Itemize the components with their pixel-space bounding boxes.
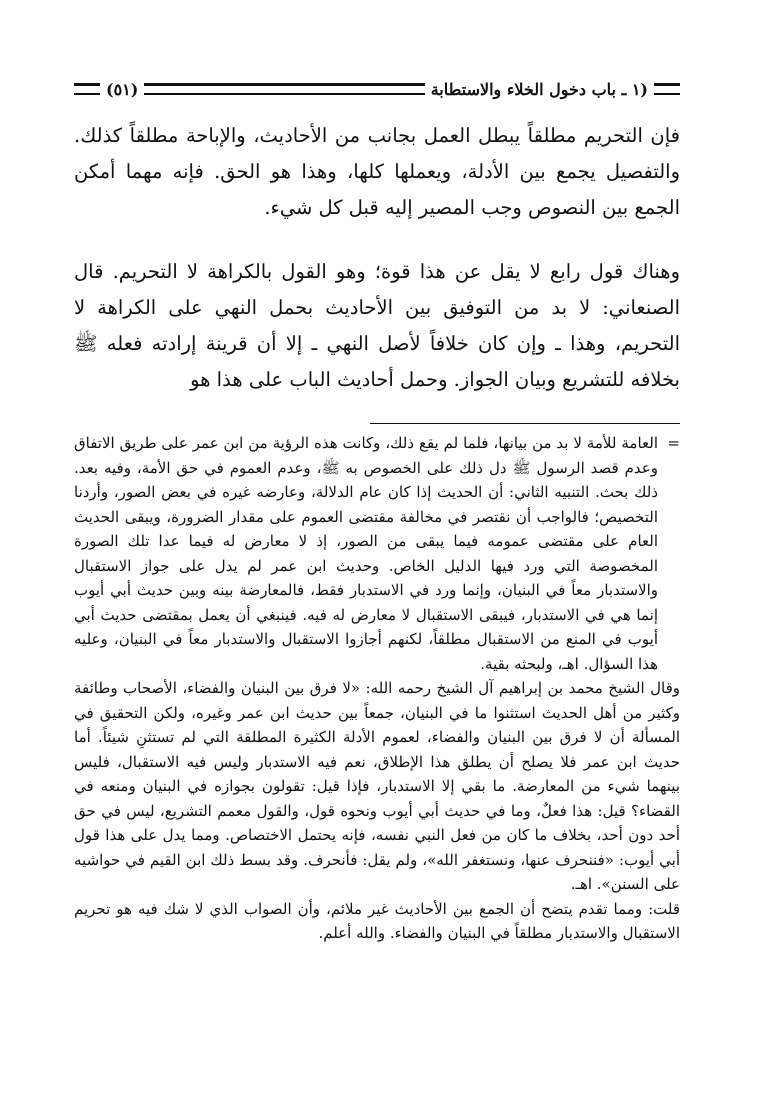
footnotes [74,431,680,946]
footnote-paragraph-3: قلت: ومما تقدم يتضح أن الجمع بين الأحاديث غير ملائم، وأن الصواب الذي لا شك فيه هو تحريم الاستقبال والاستدبار مطلقاً في البنيان والفضاء. والله أعلم. [74,899,680,942]
footnote-paragraph-1 [74,431,680,676]
header-rule-left [74,83,100,95]
header-rule-right [654,83,680,95]
footnote-paragraph-1-text: العامة للأمة لا بد من بيانها، فلما لم يقع ذلك، وكانت هذه الرؤية من ابن عمر على طريق الاتفاق وعدم قصد الرسول ﷺ دل ذلك على الخصوص به ﷺ، وعدم العموم في حق الأمة، وفيه بعد. ذلك بحث. التنبيه الثاني: أن الحديث إذا كان عام الدلالة، وعارضه غيره في بعض الصور، وأردنا التخصيص؛ فالواجب أن نقتصر في مخالفة مقتضى العموم على مقدار الضرورة، ويبقى الحديث العام على مقتضى عمومه فيما يبقى من الصور، إذ لا معارض له فيما عدا تلك الصورة المخصوصة التي ورد فيها الدليل الخاص. وحديث ابن عمر لم يدل على جواز الاستقبال والاستدبار معاً في البنيان، وإنما ورد في الاستدبار فقط، فالمعارضة بينه وبين حديث أبي أيوب إنما هي في الاستدبار، فيبقى الاستقبال لا معارض له فيه. فينبغي أن يعمل بمقتضى حديث أبي أيوب في المنع من الاستقبال مطلقاً، لكنهم أجازوا الاستقبال والاستدبار معاً في البنيان، وعليه هذا السؤال. اهـ، ولبحثه بقية. [74,434,658,673]
continuation-mark: = [667,434,680,452]
running-header [74,72,680,106]
footnote-divider [370,423,680,424]
main-paragraph-2: وهناك قول رابع لا يقل عن هذا قوة؛ وهو القول بالكراهة لا التحريم. قال الصنعاني: لا بد من التوفيق بين الأحاديث بحمل النهي على الكراهة لا التحريم، وهذا ـ وإن كان خلافاً لأصل النهي ـ إلا أن قرينة إرادته فعله ﷺ بخلافه للتشريع وبيان الجواز. وحمل أحاديث الباب على هذا هو [74,260,680,391]
header-rule-middle [144,83,424,95]
main-paragraph-1: فإن التحريم مطلقاً يبطل العمل بجانب من الأحاديث، والإباحة مطلقاً كذلك. والتفصيل يجمع بين الأدلة، ويعملها كلها، وهذا هو الحق. فإنه مهما أمكن الجمع بين النصوص وجب المصير إليه قبل كل شيء. [74,124,680,219]
chapter-title: (١ ـ باب دخول الخلاء والاستطابة [430,79,648,99]
main-text [74,118,680,398]
page-number: (٥١) [106,79,139,99]
footnote-paragraph-2: وقال الشيخ محمد بن إبراهيم آل الشيخ رحمه الله: «لا فرق بين البنيان والفضاء، الأصحاب وطائفة وكثير من أهل الحديث استثنوا ما في البنيان، جمعاً بين حديث ابن عمر وغيره، ولكن التحقيق في المسألة أن لا فرق بين البنيان والفضاء، لعموم الأدلة الكثيرة المطلقة التي لم تستثنِ شيئاً. أما حديث ابن عمر فلا يصلح أن يطلق هذا الإطلاق، نعم فيه الاستدبار وليس فيه الاستقبال، فليس بينهما شيء من المعارضة. ما بقي إلا الاستدبار، فإذا قيل: تقولون بجوازه في البنيان ومنعه في القضاء؟ قيل: هذا فعلٌ، وما في حديث أبي أيوب ونحوه قول، والقول معمم التشريع، ليس في حق أحد دون أحد، بخلاف ما كان من فعل النبي نفسه، فإنه يحتمل الاختصاص. ومما يدل على هذا قول أبي أيوب: «فننحرف عنها، ونستغفر الله»، ولم يقل: فأنحرف. وقد بسط ذلك ابن القيم في حواشيه على السنن». اهـ. [74,679,680,893]
